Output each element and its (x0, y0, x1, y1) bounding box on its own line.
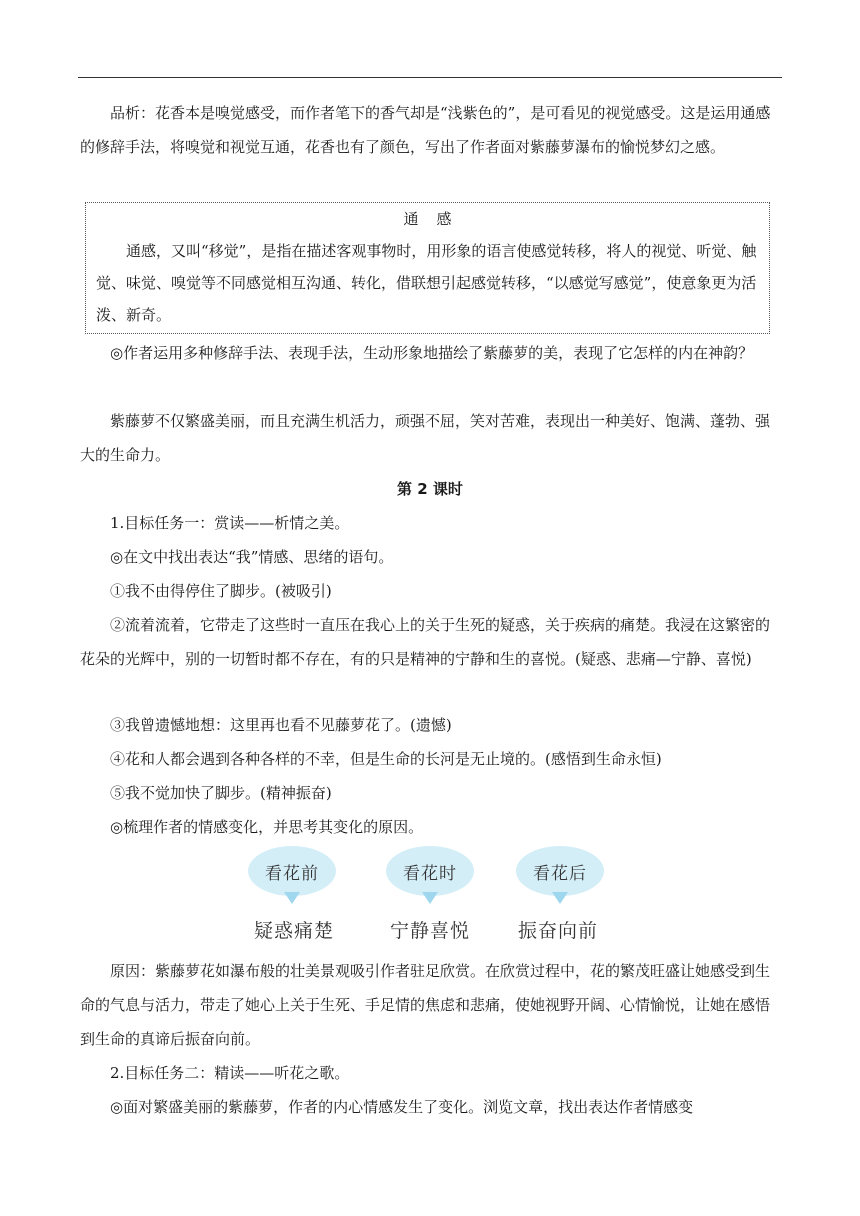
stage-label-before: 看花前 (248, 846, 336, 896)
sentence-5: ⑤我不觉加快了脚步。(精神振奋) (110, 784, 332, 802)
browse-question-paragraph: ◎面对繁盛美丽的紫藤萝，作者的内心情感发生了变化。浏览文章，找出表达作者情感变 (110, 1098, 694, 1116)
question-paragraph: ◎作者运用多种修辞手法、表现手法，生动形象地描绘了紫藤萝的美，表现了它怎样的内在神韵？ (110, 344, 754, 362)
sentence-1: ①我不由得停住了脚步。(被吸引) (110, 582, 332, 600)
task-one-paragraph: 1.目标任务一：赏读——析情之美。 (110, 514, 350, 532)
task-two-paragraph: 2.目标任务二：精读——听花之歌。 (110, 1064, 350, 1082)
bubble-pointer (552, 892, 568, 904)
emotion-change-question: ◎梳理作者的情感变化，并思考其变化的原因。 (110, 818, 424, 836)
stage-bubble-after (516, 846, 604, 900)
stage-bubble-before (248, 846, 336, 900)
emotion-during: 宁静喜悦 (390, 920, 471, 942)
bubble-pointer (284, 892, 300, 904)
bubble-pointer (422, 892, 438, 904)
sentence-4: ④花和人都会遇到各种各样的不幸，但是生命的长河是无止境的。(感悟到生命永恒) (110, 750, 662, 768)
stage-label-after: 看花后 (516, 846, 604, 896)
sentence-2: ②流着流着，它带走了这些时一直压在我心上的关于生死的疑惑，关于疾病的痛楚。我浸在这繁密的花朵的光辉中，别的一切暂时都不存在，有的只是精神的宁静和生的喜悦。(疑惑、悲痛—宁静、喜悦) (80, 616, 771, 668)
emotion-after: 振奋向前 (518, 920, 599, 942)
sentence-3: ③我曾遗憾地想：这里再也看不见藤萝花了。(遗憾) (110, 716, 452, 734)
lesson-heading: 第 2 课时 (397, 480, 463, 498)
analysis-paragraph: 品析：花香本是嗅觉感受，而作者笔下的香气却是“浅紫色的”，是可看见的视觉感受。这是运用通感的修辞手法，将嗅觉和视觉互通，花香也有了颜色，写出了作者面对紫藤萝瀑布的愉悦梦幻之感。 (80, 104, 771, 156)
header-rule (78, 77, 782, 78)
reason-paragraph: 原因：紫藤萝花如瀑布般的壮美景观吸引作者驻足欣赏。在欣赏过程中，花的繁茂旺盛让她感受到生命的气息与活力，带走了她心上关于生死、手足情的焦虑和悲痛，使她视野开阔、心情愉悦，让她在感悟到生命的真谛后振奋向前。 (80, 962, 771, 1048)
emotion-flow-diagram (248, 846, 618, 946)
note-box-title: 通感 (403, 210, 470, 228)
note-box-text: 通感，又叫“移觉”，是指在描述客观事物时，用形象的语言使感觉转移，将人的视觉、听觉、触觉、味觉、嗅觉等不同感觉相互沟通、转化，借联想引起感觉转移，“以感觉写感觉”，使意象更为活泼、新奇。 (96, 242, 757, 324)
find-sentences-paragraph: ◎在文中找出表达“我”情感、思绪的语句。 (110, 548, 394, 566)
synesthesia-note-box (85, 202, 770, 334)
stage-bubble-during (386, 846, 474, 900)
answer-paragraph: 紫藤萝不仅繁盛美丽，而且充满生机活力，顽强不屈，笑对苦难，表现出一种美好、饱满、蓬勃、强大的生命力。 (80, 412, 771, 464)
emotion-before: 疑惑痛楚 (254, 920, 335, 942)
stage-label-during: 看花时 (386, 846, 474, 896)
